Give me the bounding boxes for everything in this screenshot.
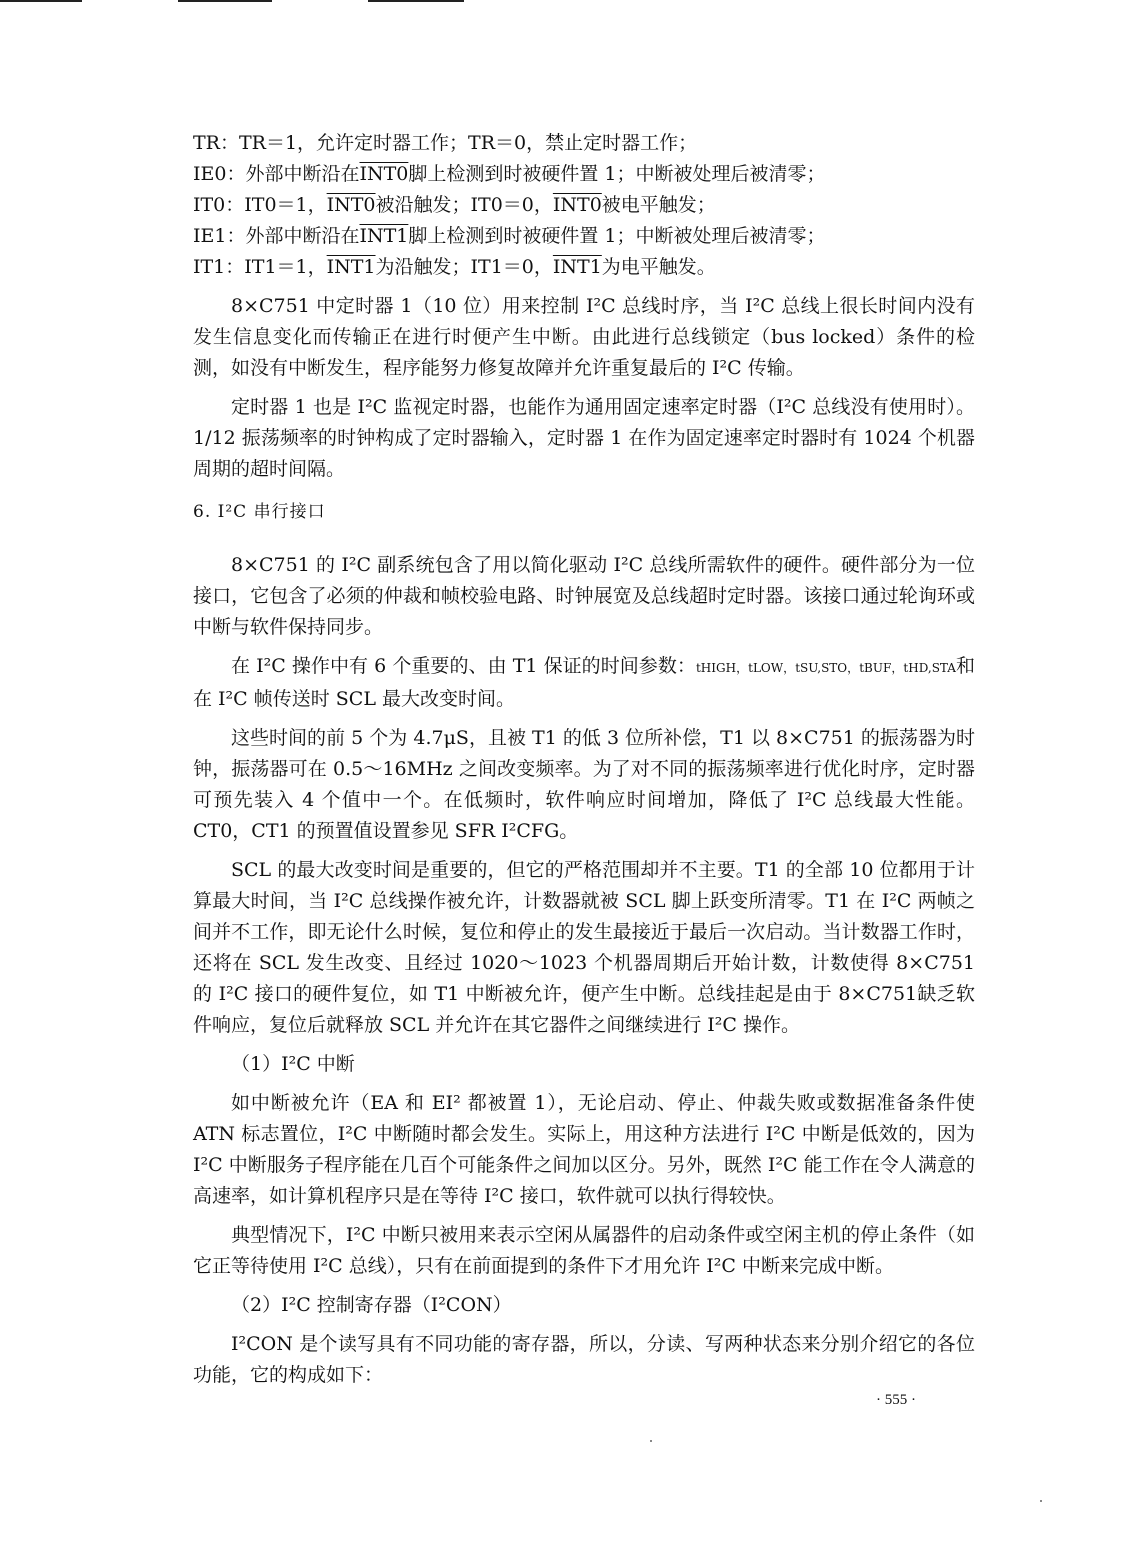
page-body (193, 128, 975, 1399)
top-rule-1 (0, 0, 82, 2)
it1-desc-1: 为沿触发；IT1＝0， (375, 256, 553, 278)
it0-signal-2: INT0 (552, 194, 602, 216)
ie0-desc: 脚上检测到时被硬件置 1；中断被处理后被清零； (408, 163, 826, 185)
it1-signal-1: INT1 (326, 256, 376, 278)
paragraph-time-params (193, 651, 975, 715)
paragraph-i2con: I²CON 是个读写具有不同功能的寄存器，所以，分读、写两种状态来分别介绍它的各位功能，它的构成如下： (193, 1333, 975, 1386)
it0-desc-1: 被沿触发；IT0＝0， (375, 194, 553, 216)
paragraph-i2c-subsystem: 8×C751 的 I²C 副系统包含了用以简化驱动 I²C 总线所需软件的硬件。硬件部分为一位接口，它包含了必须的仲裁和帧校验电路、时钟展宽及总线超时定时器。该接口通过轮询环或中断与软件保持同步。 (193, 554, 975, 638)
tr-line (193, 128, 975, 159)
ie0-line (193, 159, 975, 190)
time-params-intro: 在 I²C 操作中有 6 个重要的、由 T1 保证的时间参数： (231, 655, 696, 677)
top-rule-3 (368, 0, 464, 2)
time-params-list: tHIGH，tLOW，tSU,STO，tBUF，tHD,STA (695, 661, 956, 675)
it1-line (193, 252, 975, 283)
ie1-label: IE1：外部中断沿在 (193, 225, 360, 247)
scan-speck (650, 1440, 652, 1442)
subheading-interrupt: （1）I²C 中断 (231, 1053, 355, 1075)
it0-signal-1: INT0 (326, 194, 376, 216)
ie1-desc: 脚上检测到时被硬件置 1；中断被处理后被清零； (408, 225, 826, 247)
it0-desc-2: 被电平触发； (601, 194, 716, 216)
ie0-signal: INT0 (359, 163, 409, 185)
time-params-outro: 和在 I²C 帧传送时 SCL 最大改变时间。 (193, 655, 975, 710)
it1-signal-2: INT1 (552, 256, 602, 278)
subheading-control-register: （2）I²C 控制寄存器（I²CON） (231, 1294, 512, 1316)
paragraph-first-five: 这些时间的前 5 个为 4.7μS，且被 T1 的低 3 位所补偿，T1 以 8×C751 的振荡器为时钟，振荡器可在 0.5～16MHz 之间改变频率。为了对不同的振荡频率进行优化时序，定时器可预先装入 4 个值中一个。在低频时，软件响应时间增加，降低了 I²C 总线最大性能。CT0，CT1 的预置值设置参见 SFR I²CFG。 (193, 727, 975, 842)
ie0-label: IE0：外部中断沿在 (193, 163, 360, 185)
tr-text: TR：TR＝1，允许定时器工作；TR＝0，禁止定时器工作； (193, 132, 698, 154)
scan-speck (1040, 1500, 1042, 1502)
ie1-signal: INT1 (359, 225, 409, 247)
it1-desc-2: 为电平触发。 (601, 256, 716, 278)
paragraph-interrupt-enable: 如中断被允许（EA 和 EI² 都被置 1），无论启动、停止、仲裁失败或数据准备条件使 ATN 标志置位，I²C 中断随时都会发生。实际上，用这种方法进行 I²C 中断是低效的，因为 I²C 中断服务子程序能在几百个可能条件之间加以区分。另外，既然 I²C 能工作在令人满意的高速率，如计算机程序只是在等待 I²C 接口，软件就可以执行得较快。 (193, 1092, 975, 1207)
paragraph-watchdog: 定时器 1 也是 I²C 监视定时器，也能作为通用固定速率定时器（I²C 总线没有使用时）。1/12 振荡频率的时钟构成了定时器输入，定时器 1 在作为固定速率定时器时有 1024 个机器周期的超时间隔。 (193, 396, 975, 480)
paragraph-scl-max: SCL 的最大改变时间是重要的，但它的严格范围却并不主要。T1 的全部 10 位都用于计算最大时间，当 I²C 总线操作被允许，计数器就被 SCL 脚上跃变所清零。T1 在 I²C 两帧之间并不工作，即无论什么时候，复位和停止的发生最接近于最后一次启动。当计数器工作时，还将在 SCL 发生改变、且经过 1020～1023 个机器周期后开始计数，计数使得 8×C751 的 I²C 接口的硬件复位，如 T1 中断被允许，便产生中断。总线挂起是由于 8×C751缺乏软件响应，复位后就释放 SCL 并允许在其它器件之间继续进行 I²C 操作。 (193, 859, 975, 1036)
ie1-line (193, 221, 975, 252)
it1-label: IT1：IT1＝1， (193, 256, 327, 278)
it0-line (193, 190, 975, 221)
paragraph-timer1: 8×C751 中定时器 1（10 位）用来控制 I²C 总线时序，当 I²C 总线上很长时间内没有发生信息变化而传输正在进行时便产生中断。由此进行总线锁定（bus locked）条件的检测，如没有中断发生，程序能努力修复故障并允许重复最后的 I²C 传输。 (193, 295, 975, 379)
top-rule-2 (178, 0, 272, 2)
it0-label: IT0：IT0＝1， (193, 194, 327, 216)
section-heading: 6. I²C 串行接口 (193, 502, 326, 522)
page-number: · 555 · (876, 1392, 916, 1408)
paragraph-typical: 典型情况下，I²C 中断只被用来表示空闲从属器件的启动条件或空闲主机的停止条件（如它正等待使用 I²C 总线），只有在前面提到的条件下才用允许 I²C 中断来完成中断。 (193, 1224, 975, 1277)
